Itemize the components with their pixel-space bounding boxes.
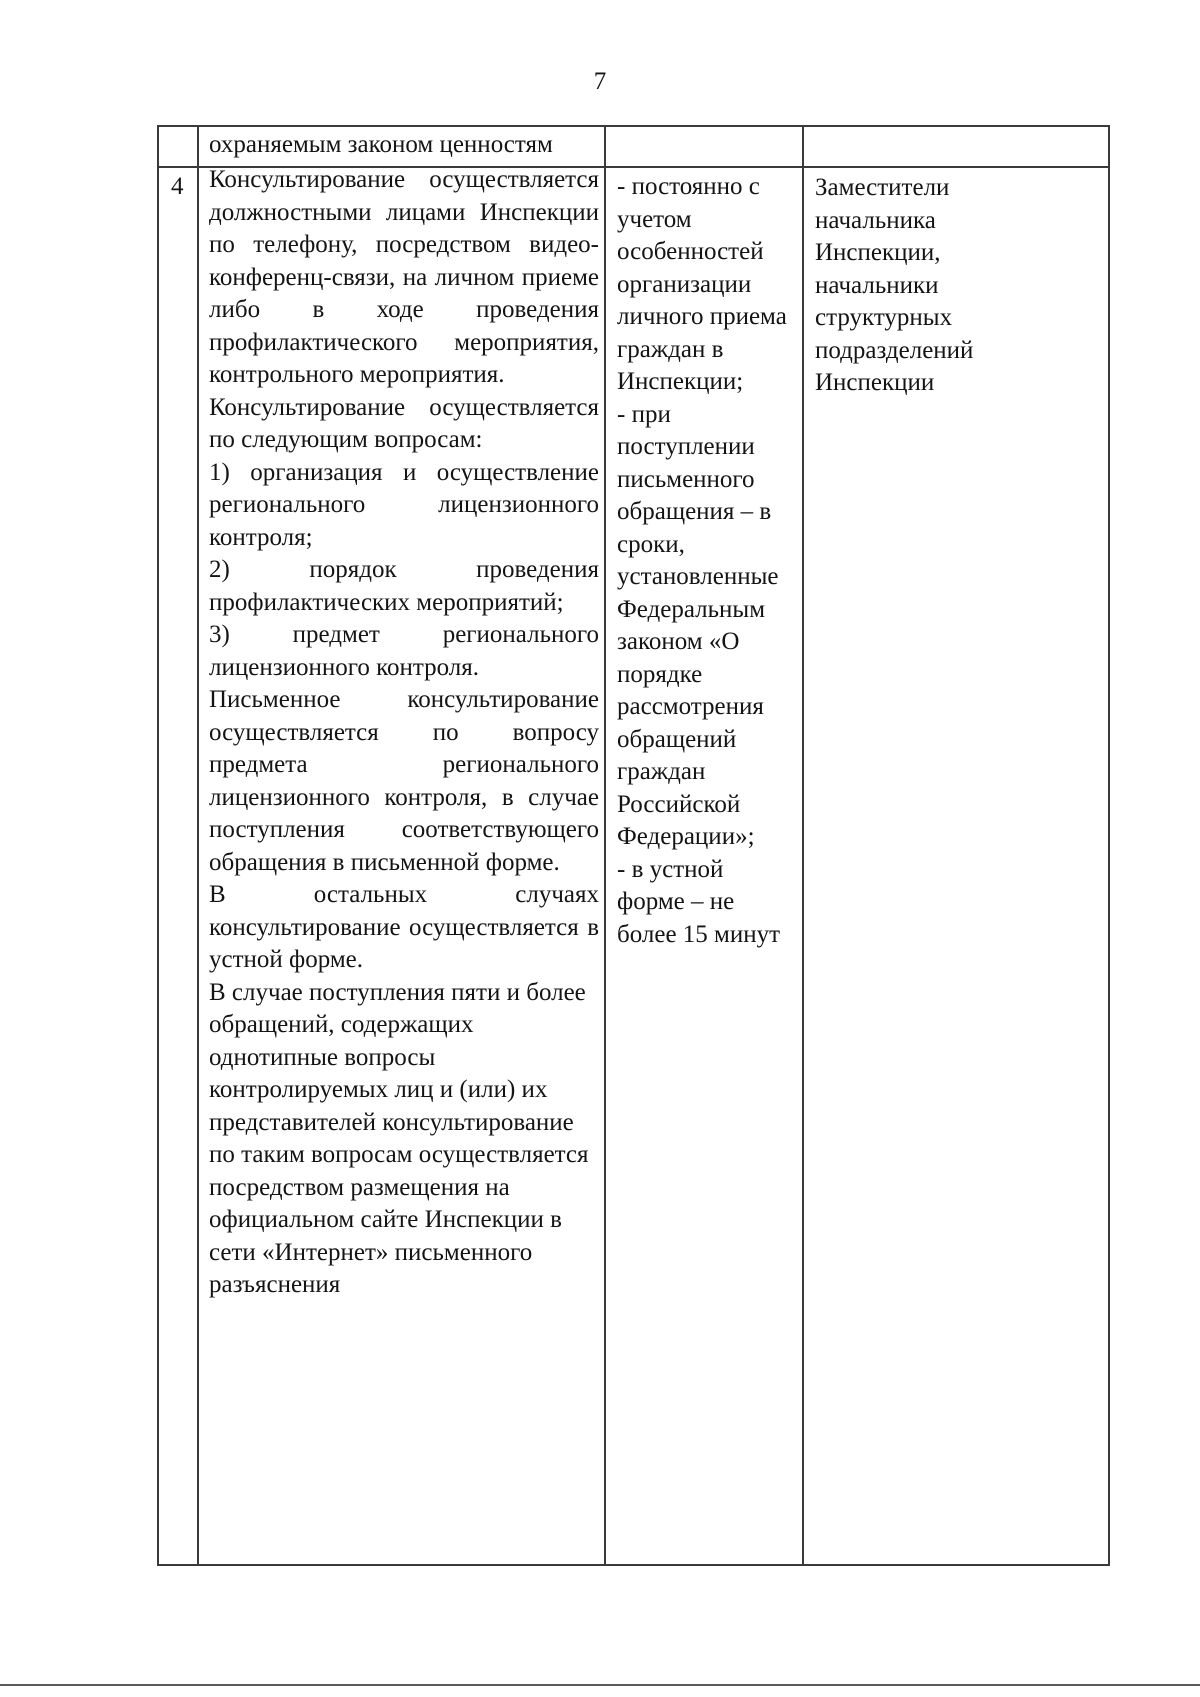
row2-responsible: Заместители начальника Инспекции, начальники структурных подразделений Инспекции — [815, 174, 974, 396]
term-item: - при поступлении письменного обращения – в сроки, установленные Федеральным законом «О порядке рассмотрения обращений граждан Российской Федерации»; — [617, 400, 779, 850]
description-paragraph: В случае поступления пяти и более обращений, содержащих однотипные вопросы контролируемых лиц и (или) их представителей консультирование по таким вопросам осуществляется посредством размещения на официальном сайте Инспекции в сети «Интернет» письменного разъяснения — [209, 978, 589, 1298]
term-item: - в устной форме – не более 15 минут — [617, 855, 781, 948]
column-divider — [604, 127, 606, 1564]
row2-term — [617, 171, 797, 951]
row2-description — [209, 164, 599, 1302]
description-paragraph: Письменное консультирование осуществляется по вопросу предмета регионального лицензионного контроля, в случае поступления соответствующего обращения в письменной форме. — [209, 686, 599, 876]
row1-description: охраняемым законом ценностям — [209, 131, 553, 158]
description-paragraph: 2) порядок проведения профилактических мероприятий; — [209, 556, 599, 616]
row2-number: 4 — [171, 173, 184, 200]
column-divider — [802, 127, 804, 1564]
description-paragraph: 1) организация и осуществление регионального лицензионного контроля; — [209, 458, 599, 551]
activities-table — [157, 125, 1110, 1566]
description-paragraph: Консультирование осуществляется должностными лицами Инспекции по телефону, посредством видео-конференц-связи, на личном приеме либо в ходе проведения профилактического мероприятия, контрольного мероприятия. — [209, 166, 599, 388]
term-item: - постоянно с учетом особенностей организации личного приема граждан в Инспекции; — [617, 173, 787, 395]
description-paragraph: 3) предмет регионального лицензионного контроля. — [209, 621, 599, 681]
page-number: 7 — [593, 68, 607, 95]
page-bottom-edge — [0, 1684, 1200, 1686]
description-paragraph: В остальных случаях консультирование осуществляется в устной форме. — [209, 881, 599, 973]
description-paragraph: Консультирование осуществляется по следующим вопросам: — [209, 393, 599, 453]
column-divider — [197, 127, 199, 1564]
